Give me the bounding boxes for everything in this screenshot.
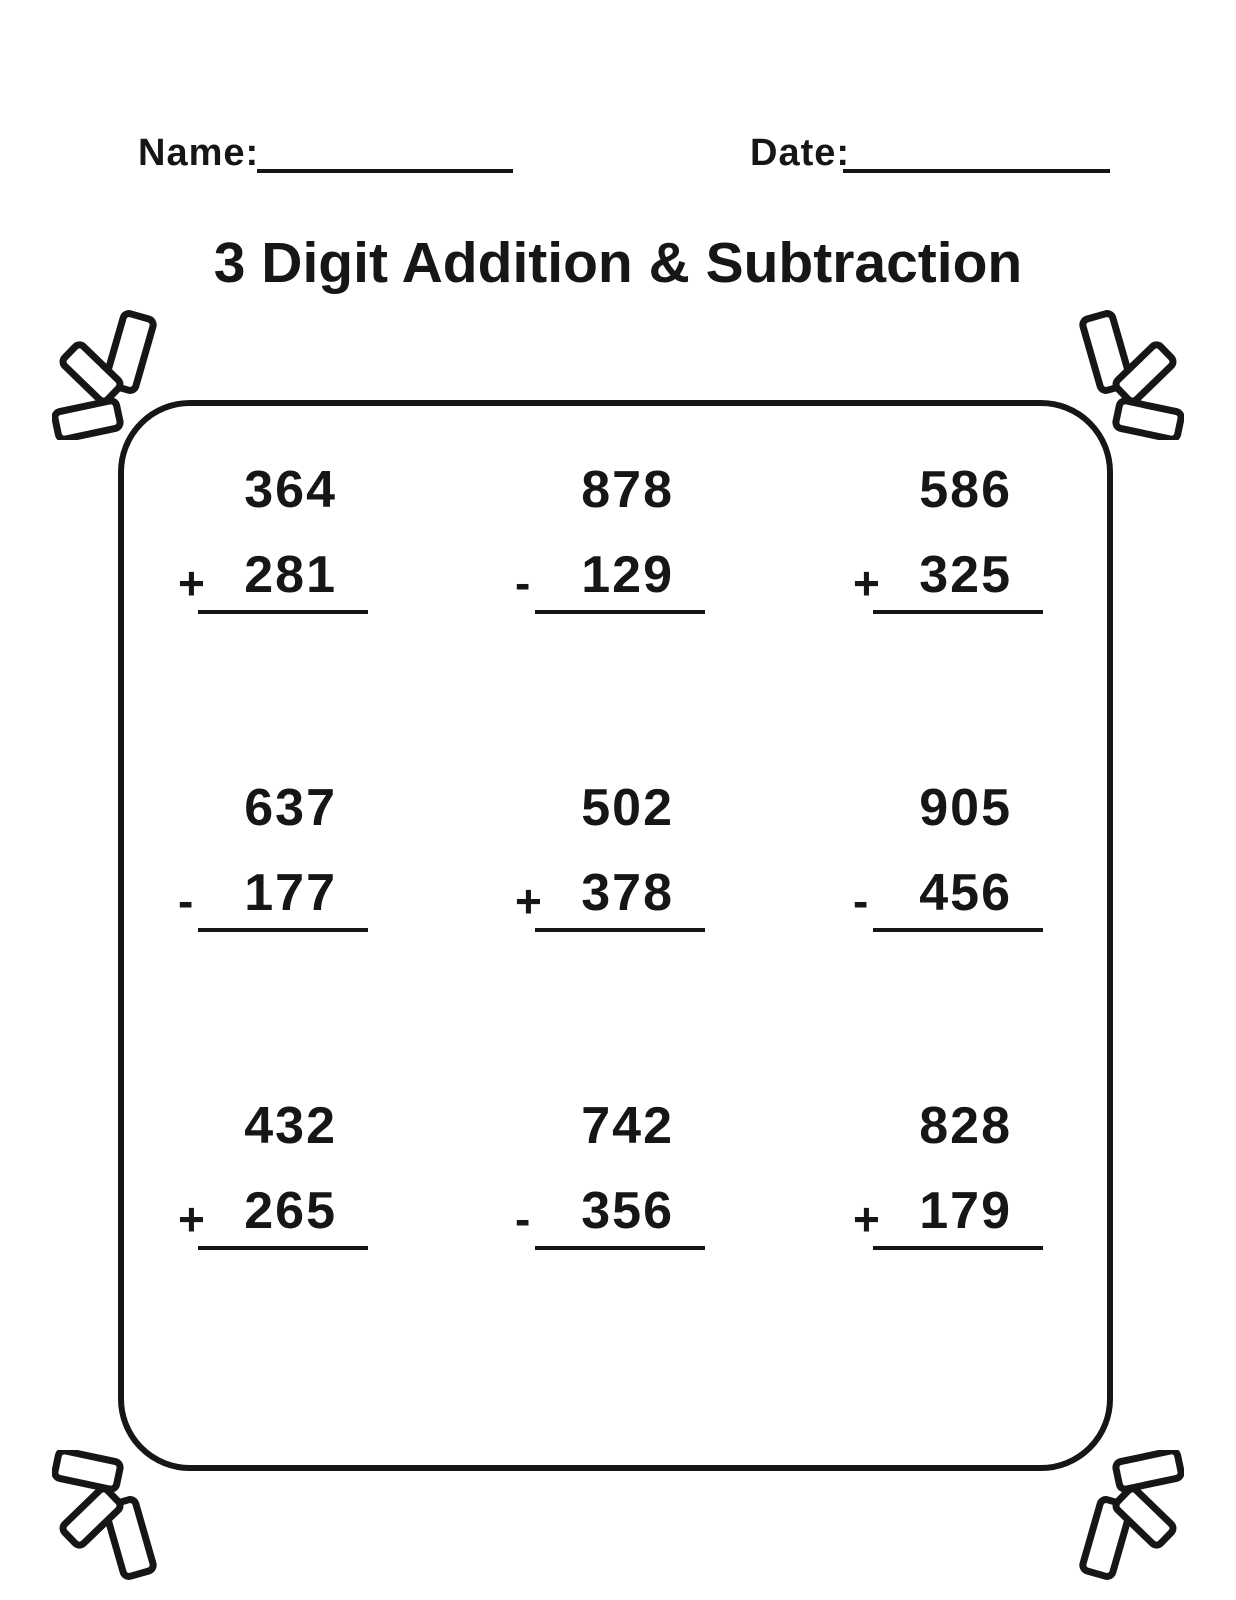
bottom-operand: 281	[244, 546, 337, 604]
answer-space	[873, 614, 1043, 674]
bottom-operand: 265	[244, 1182, 337, 1240]
problems-grid	[124, 406, 1107, 1465]
math-problem-6	[853, 779, 1043, 1098]
top-operand: 502	[581, 779, 674, 837]
bottom-operand: 378	[581, 864, 674, 922]
answer-space	[198, 1250, 368, 1310]
corner-burst-icon	[52, 1450, 167, 1580]
top-operand: 432	[244, 1097, 337, 1155]
operator-sign: +	[515, 875, 542, 927]
top-operand: 586	[919, 461, 1012, 519]
operator-sign: -	[853, 875, 869, 927]
answer-space	[535, 614, 705, 674]
top-operand: 878	[581, 461, 674, 519]
top-operand: 364	[244, 461, 337, 519]
bottom-operand: 179	[919, 1182, 1012, 1240]
bottom-operand: 177	[244, 864, 337, 922]
bottom-operand-row	[178, 1182, 368, 1250]
bottom-operand: 356	[581, 1182, 674, 1240]
bottom-operand-row	[515, 1182, 705, 1250]
operator-sign: -	[515, 1193, 531, 1245]
math-problem-8	[515, 1097, 705, 1465]
top-operand: 905	[919, 779, 1012, 837]
operator-sign: +	[178, 557, 205, 609]
top-operand: 828	[919, 1097, 1012, 1155]
answer-space	[535, 1250, 705, 1310]
math-problem-9	[853, 1097, 1043, 1465]
bottom-operand-row	[853, 864, 1043, 932]
bottom-operand-row	[853, 546, 1043, 614]
answer-space	[198, 614, 368, 674]
math-problem-3	[853, 461, 1043, 780]
operator-sign: -	[178, 875, 194, 927]
bottom-operand-row	[178, 546, 368, 614]
corner-burst-icon	[1069, 1450, 1184, 1580]
bottom-operand-row	[515, 546, 705, 614]
bottom-operand-row	[178, 864, 368, 932]
date-label: Date:	[750, 132, 851, 174]
bottom-operand-row	[515, 864, 705, 932]
operator-sign: +	[853, 1193, 880, 1245]
top-operand: 637	[244, 779, 337, 837]
bottom-operand: 129	[581, 546, 674, 604]
top-operand: 742	[581, 1097, 674, 1155]
operator-sign: -	[515, 557, 531, 609]
operator-sign: +	[178, 1193, 205, 1245]
math-problem-5	[515, 779, 705, 1098]
name-label: Name:	[138, 132, 260, 174]
date-blank-line	[843, 169, 1110, 173]
worksheet-title: 3 Digit Addition & Subtraction	[213, 231, 1023, 295]
math-problem-1	[178, 461, 368, 780]
math-problem-2	[515, 461, 705, 780]
name-blank-line	[257, 169, 513, 173]
bottom-operand: 325	[919, 546, 1012, 604]
problems-border-box	[118, 400, 1113, 1471]
answer-space	[198, 932, 368, 992]
math-problem-4	[178, 779, 368, 1098]
math-problem-7	[178, 1097, 368, 1465]
answer-space	[535, 932, 705, 992]
bottom-operand-row	[853, 1182, 1043, 1250]
operator-sign: +	[853, 557, 880, 609]
answer-space	[873, 932, 1043, 992]
bottom-operand: 456	[919, 864, 1012, 922]
answer-space	[873, 1250, 1043, 1310]
